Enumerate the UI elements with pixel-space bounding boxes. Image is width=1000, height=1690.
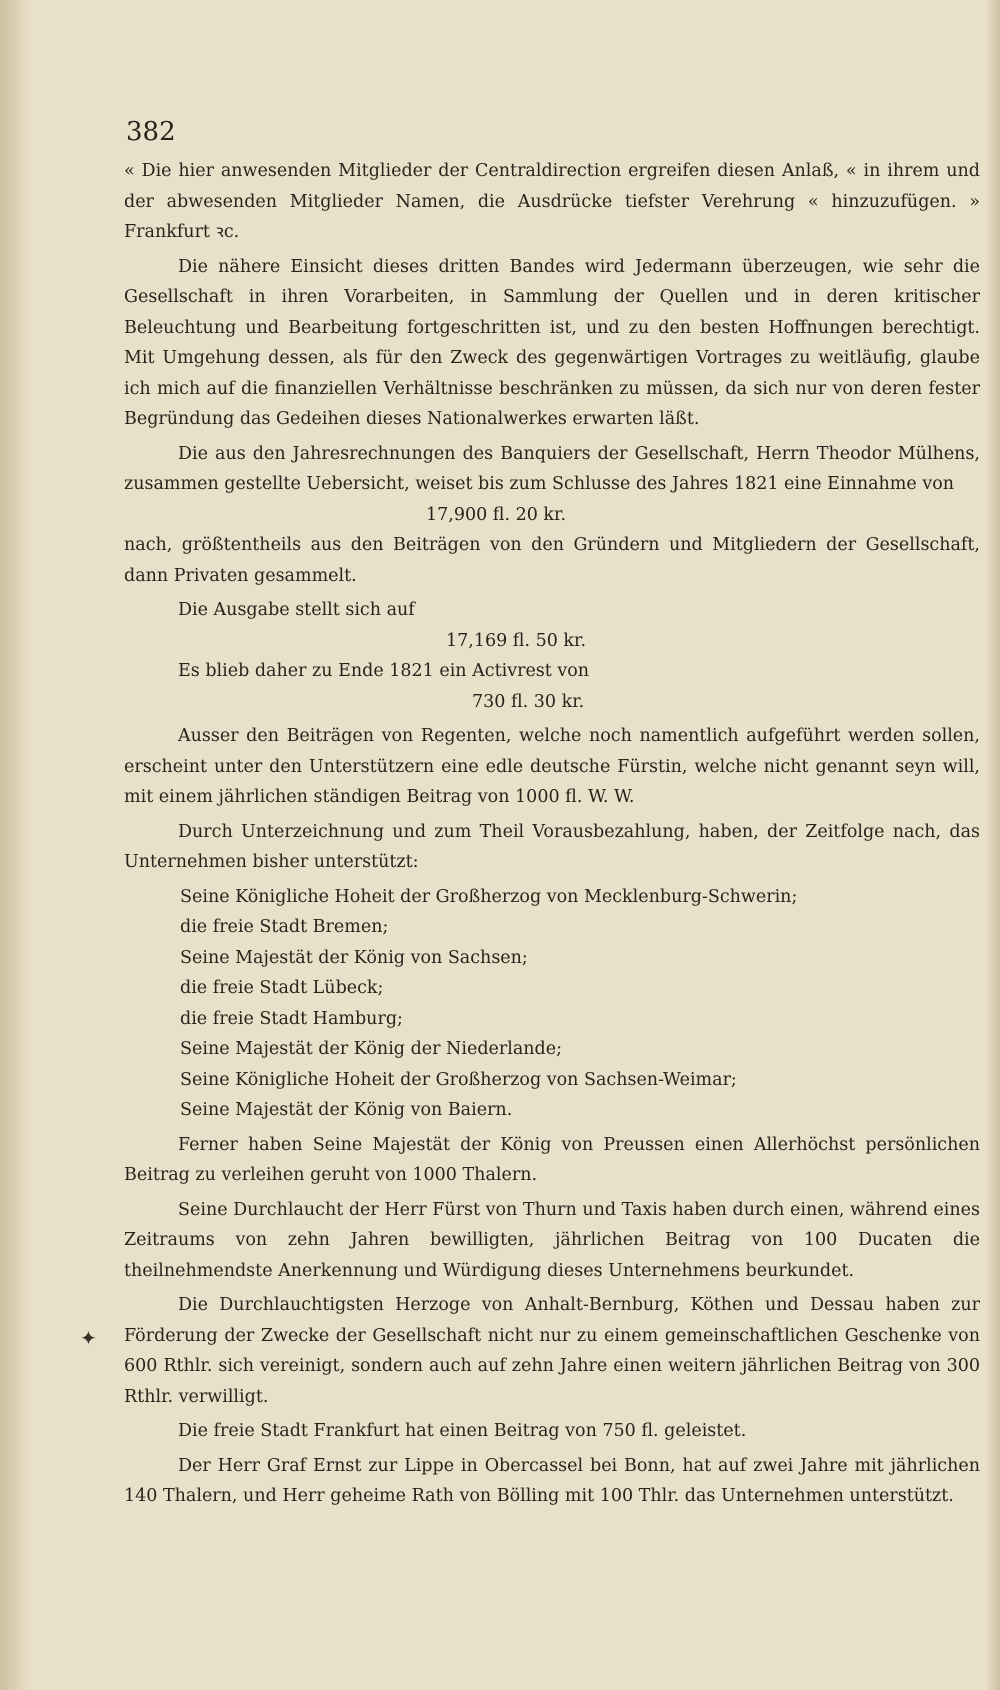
margin-mark-icon: ✦	[80, 1326, 97, 1350]
list-item: die freie Stadt Lübeck;	[180, 978, 384, 998]
paragraph-quote: « Die hier anwesenden Mitglieder der Centraldirection ergreifen diesen Anlaß, « in ihrem und der abwesenden Mitglieder Namen, die Ausdrücke tiefster Verehrung « hinzuzufügen. » Frankfurt ꝛc.	[124, 161, 980, 242]
paragraph-income-sources: nach, größtentheils aus den Beiträgen von den Gründern und Mitgliedern der Gesellschaft, dann Privaten gesammelt.	[124, 535, 980, 586]
paragraph-third-volume: Die nähere Einsicht dieses dritten Bandes wird Jedermann überzeugen, wie sehr die Gesellschaft in ihren Vorarbeiten, in Sammlung der Quellen und in deren kritischer Beleuchtung und Bearbeitung fortgeschritten ist, und zu den besten Hoffnungen berechtigt. Mit Umgehung dessen, als für den Zweck des gegenwärtigen Vortrages zu weitläufig, glaube ich mich auf die finanziellen Verhältnisse beschränken zu müssen, da sich nur von deren fester Begründung das Gedeihen dieses Nationalwerkes erwarten läßt.	[124, 256, 980, 429]
page-number: 382	[126, 117, 176, 147]
list-item: Seine Majestät der König von Baiern.	[180, 1100, 513, 1120]
paragraph-thurn-taxis: Seine Durchlaucht der Herr Fürst von Thurn und Taxis haben durch einen, während eines Zeitraums von zehn Jahren bewilligten, jährlichen Beitrag von 100 Ducaten die theilnehmendste Anerkennung und Würdigung dieses Unternehmens beurkundet.	[124, 1199, 980, 1281]
paragraph-frankfurt: Die freie Stadt Frankfurt hat einen Beitrag von 750 fl. geleistet.	[178, 1421, 747, 1441]
list-item: Seine Majestät der König von Sachsen;	[180, 947, 528, 968]
paragraph-balance: Es blieb daher zu Ende 1821 ein Activrest von	[178, 661, 590, 681]
paragraph-lippe: Der Herr Graf Ernst zur Lippe in Obercassel bei Bonn, hat auf zwei Jahre mit jährlichen 140 Thalern, und Herr geheime Rath von Bölling mit 100 Thlr. das Unternehmen unterstützt.	[124, 1455, 980, 1506]
paragraph-prussia: Ferner haben Seine Majestät der König von Preussen einen Allerhöchst persönlichen Beitrag zu verleihen geruht von 1000 Thalern.	[124, 1134, 980, 1185]
paragraph-anhalt: Die Durchlauchtigsten Herzoge von Anhalt-Bernburg, Köthen und Dessau haben zur Förderung der Zwecke der Gesellschaft nicht nur zu einem gemeinschaftlichen Geschenke von 600 Rthlr. sich vereinigt, sondern auch auf zehn Jahre einen weitern jährlichen Beitrag von 300 Rthlr. verwilligt.	[124, 1295, 980, 1407]
list-item: Seine Königliche Hoheit der Großherzog von Sachsen-Weimar;	[180, 1069, 737, 1090]
paragraph-supporters-intro: Durch Unterzeichnung und zum Theil Vorausbezahlung, haben, der Zeitfolge nach, das Unternehmen bisher unterstützt:	[124, 821, 980, 872]
list-item: die freie Stadt Bremen;	[180, 917, 389, 937]
balance-amount: 730 fl. 30 kr.	[472, 691, 585, 712]
income-amount: 17,900 fl. 20 kr.	[426, 504, 567, 525]
page-edge-left	[0, 0, 30, 1690]
paragraph-princess: Ausser den Beiträgen von Regenten, welche noch namentlich aufgeführt werden sollen, erscheint unter den Unterstützern eine edle deutsche Fürstin, welche nicht genannt seyn will, mit einem jährlichen ständigen Beitrag von 1000 fl. W. W.	[124, 726, 980, 807]
list-item: die freie Stadt Hamburg;	[180, 1008, 403, 1029]
list-item: Seine Majestät der König der Niederlande;	[180, 1039, 563, 1059]
paragraph-accounts: Die aus den Jahresrechnungen des Banquiers der Gesellschaft, Herrn Theodor Mülhens, zusammen gestellte Uebersicht, weiset bis zum Schlusse des Jahres 1821 eine Einnahme von	[124, 443, 980, 494]
list-item: Seine Königliche Hoheit der Großherzog von Mecklenburg-Schwerin;	[180, 886, 798, 907]
expenditure-amount: 17,169 fl. 50 kr.	[446, 630, 587, 651]
page-content	[124, 112, 980, 1516]
donor-list	[124, 882, 980, 1126]
page-edge-right	[986, 0, 1000, 1690]
paragraph-expenditure: Die Ausgabe stellt sich auf	[178, 600, 415, 620]
